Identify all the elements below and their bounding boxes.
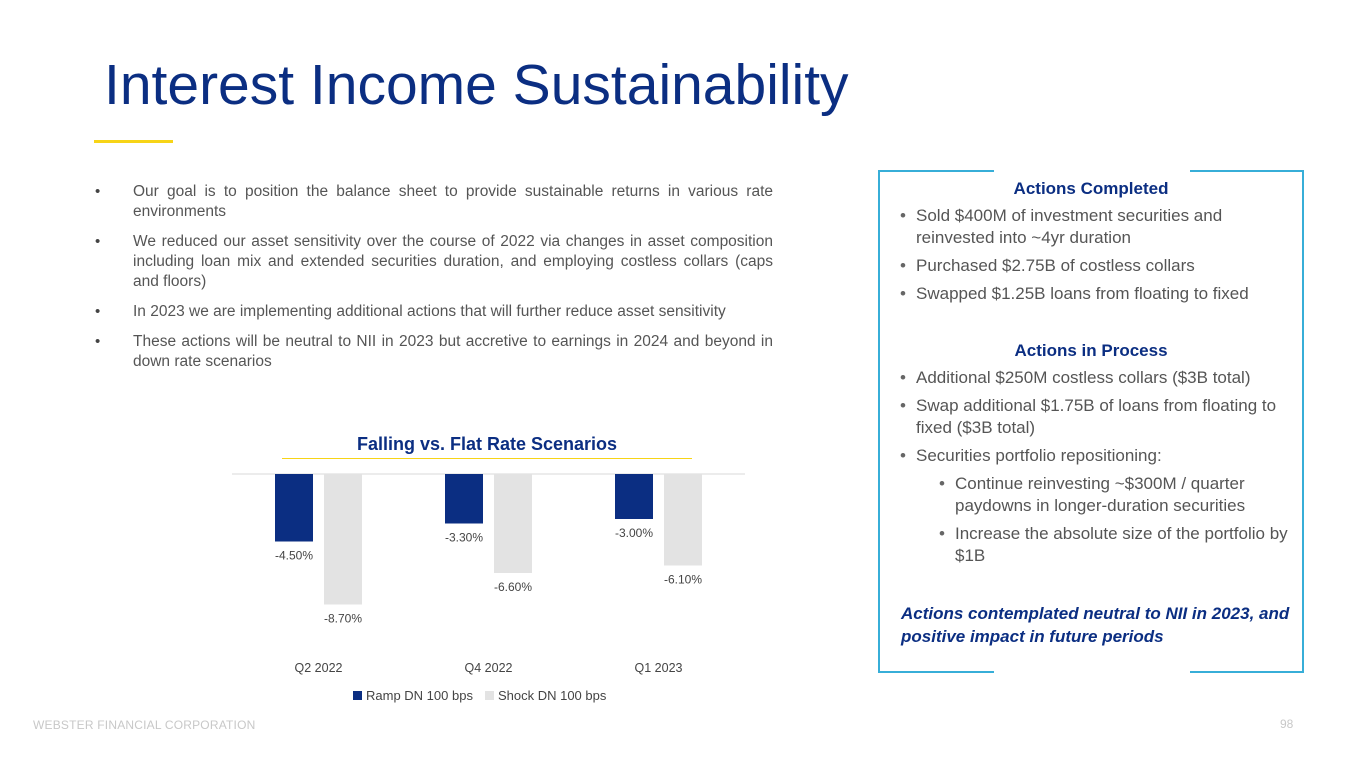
- panel-border-gap-top: [994, 166, 1190, 176]
- panel-border-gap-bottom: [994, 668, 1190, 678]
- bar-shock: [324, 474, 362, 605]
- footer-company: WEBSTER FINANCIAL CORPORATION: [33, 718, 256, 732]
- bullet-icon: •: [95, 233, 101, 250]
- bar-shock: [494, 474, 532, 573]
- bullet-icon: •: [939, 524, 945, 543]
- category-label: Q2 2022: [294, 661, 343, 675]
- bullet-icon: •: [939, 474, 945, 493]
- actions-in-process-item: [900, 395, 1300, 439]
- actions-in-process-list: [900, 367, 1300, 573]
- actions-in-process-subitem: [900, 523, 1300, 567]
- actions-in-process-subitem: [900, 473, 1300, 517]
- bullet-text: Our goal is to position the balance sheet to provide sustainable returns in various rate environments: [133, 183, 773, 220]
- bullet-text: We reduced our asset sensitivity over the course of 2022 via changes in asset composition including loan mix and extended securities duration, and employing costless collars (caps and floors): [133, 233, 773, 290]
- category-label: Q1 2023: [634, 661, 683, 675]
- bar-ramp: [275, 474, 313, 542]
- data-label: -6.10%: [663, 572, 703, 587]
- actions-in-process-item: [900, 367, 1300, 389]
- actions-completed-text: Swapped $1.25B loans from floating to fixed: [916, 284, 1249, 303]
- panel-footnote: Actions contemplated neutral to NII in 2023, and positive impact in future periods: [901, 604, 1290, 646]
- data-label: -6.60%: [493, 580, 533, 594]
- actions-in-process-subtext: Continue reinvesting ~$300M / quarter paydowns in longer-duration securities: [955, 474, 1246, 515]
- actions-in-process-subtext: Increase the absolute size of the portfolio by $1B: [955, 524, 1288, 565]
- data-label: -4.50%: [274, 548, 314, 563]
- legend-swatch-shock: [485, 691, 494, 700]
- page-title: Interest Income Sustainability: [104, 53, 849, 117]
- category-label: Q4 2022: [464, 661, 513, 675]
- data-label: -8.70%: [323, 611, 363, 626]
- legend-item-ramp: [353, 688, 473, 703]
- actions-completed-text: Sold $400M of investment securities and reinvested into ~4yr duration: [916, 206, 1223, 247]
- bullet-icon: •: [900, 368, 906, 387]
- bullet-icon: •: [900, 284, 906, 303]
- bullet-icon: •: [900, 446, 906, 465]
- actions-completed-item: [900, 205, 1300, 249]
- legend-label-ramp: Ramp DN 100 bps: [366, 688, 473, 703]
- bullet-icon: •: [900, 256, 906, 275]
- bullet-text: These actions will be neutral to NII in 2023 but accretive to earnings in 2024 and beyond in down rate scenarios: [133, 333, 773, 370]
- actions-in-process-text: Securities portfolio repositioning:: [916, 446, 1162, 465]
- chart-title: Falling vs. Flat Rate Scenarios: [356, 434, 618, 454]
- legend-swatch-ramp: [353, 691, 362, 700]
- bullet-icon: •: [95, 333, 101, 350]
- bullet-icon: •: [900, 206, 906, 225]
- actions-completed-text: Purchased $2.75B of costless collars: [916, 256, 1195, 275]
- legend-label-shock: Shock DN 100 bps: [497, 688, 607, 703]
- chart-legend: [353, 688, 606, 703]
- bullet-icon: •: [900, 396, 906, 415]
- actions-completed-heading: Actions Completed: [1013, 179, 1169, 198]
- actions-in-process-item: [900, 445, 1300, 467]
- bar-shock: [664, 474, 702, 566]
- legend-item-shock: [485, 688, 606, 703]
- bullet-text: In 2023 we are implementing additional actions that will further reduce asset sensitivity: [133, 303, 726, 320]
- bullet-icon: •: [95, 183, 101, 200]
- actions-in-process-text: Additional $250M costless collars ($3B total): [916, 368, 1251, 387]
- actions-completed-item: [900, 283, 1300, 305]
- actions-in-process-heading: Actions in Process: [1014, 341, 1168, 360]
- bar-ramp: [615, 474, 653, 519]
- page-number: 98: [1280, 717, 1294, 731]
- actions-completed-item: [900, 255, 1300, 277]
- data-label: -3.30%: [444, 530, 484, 545]
- actions-in-process-text: Swap additional $1.75B of loans from floating to fixed ($3B total): [916, 396, 1277, 437]
- data-label: -3.00%: [614, 526, 654, 540]
- actions-completed-list: [900, 205, 1300, 311]
- bullet-icon: •: [95, 303, 101, 320]
- bar-ramp: [445, 474, 483, 524]
